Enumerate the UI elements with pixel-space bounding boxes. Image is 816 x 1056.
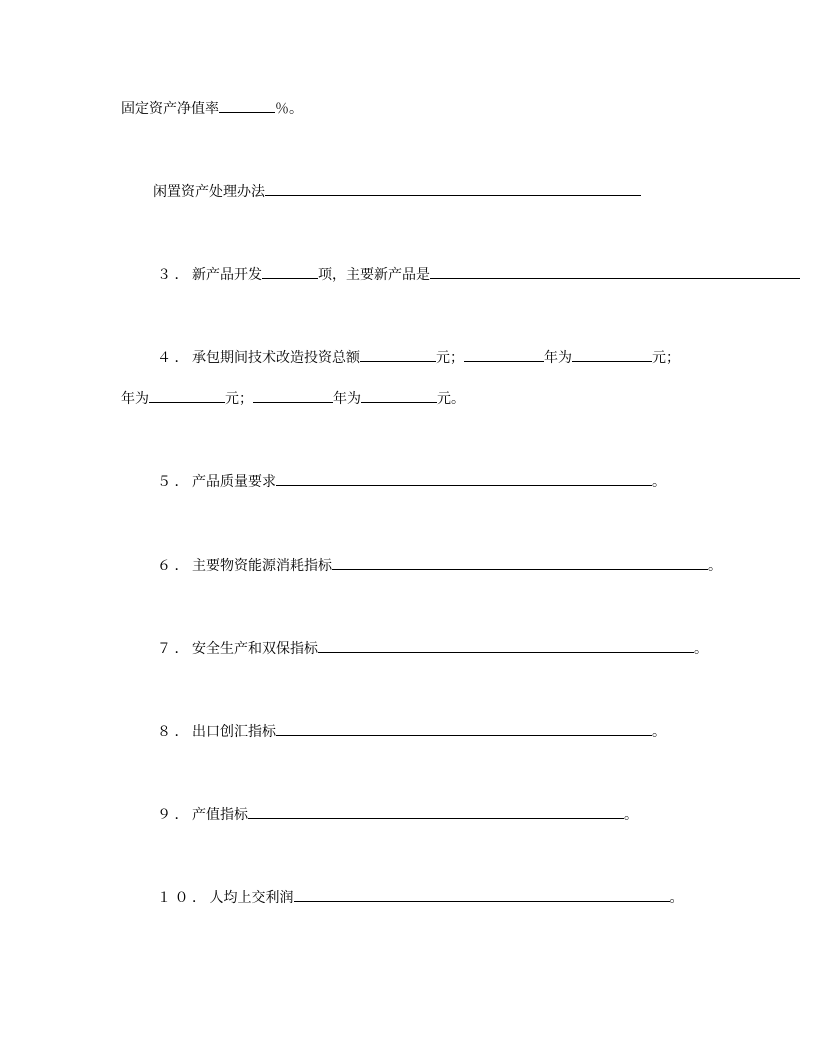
item-number: ９．	[157, 807, 192, 823]
blank-field[interactable]	[149, 388, 225, 403]
item-number: ７．	[157, 641, 192, 657]
period: 。	[652, 474, 666, 490]
blank-field[interactable]	[248, 804, 624, 819]
blank-field[interactable]	[253, 388, 333, 403]
line-output-value	[157, 804, 638, 824]
item-number: ３．	[157, 267, 192, 283]
label-year-is: 年为	[544, 350, 572, 366]
period: 。	[669, 890, 684, 906]
label-main-new-products: 项，主要新产品是	[318, 267, 430, 283]
line-yearly-investment	[121, 388, 465, 408]
blank-field[interactable]	[332, 555, 708, 570]
label-fixed-asset-net-value-rate: 固定资产净值率	[121, 101, 219, 117]
blank-field[interactable]	[262, 264, 318, 279]
line-fixed-asset-net-value-rate	[121, 98, 303, 118]
line-tech-investment-total	[157, 347, 680, 367]
line-safety-production	[157, 638, 708, 658]
line-idle-asset-disposal	[153, 181, 641, 201]
blank-field[interactable]	[294, 887, 670, 902]
period: 。	[694, 641, 708, 657]
label-idle-asset-disposal: 闲置资产处理办法	[153, 184, 265, 200]
line-export-earnings	[157, 721, 666, 741]
line-material-energy-consumption	[157, 555, 722, 575]
line-new-product-development	[157, 264, 800, 284]
item-number: １０．	[157, 890, 210, 906]
label-output-value: 产值指标	[192, 807, 248, 823]
label-per-capita-profit: 人均上交利润	[209, 890, 294, 906]
item-number: ６．	[157, 558, 192, 574]
label-material-energy-consumption: 主要物资能源消耗指标	[192, 558, 332, 574]
unit-yuan-end: 元。	[437, 391, 465, 407]
label-year-is: 年为	[333, 391, 361, 407]
label-product-quality: 产品质量要求	[192, 474, 276, 490]
line-per-capita-profit	[157, 887, 684, 907]
unit-yuan: 元；	[652, 350, 680, 366]
item-number: ５．	[157, 474, 192, 490]
blank-field[interactable]	[276, 721, 652, 736]
period: 。	[652, 724, 666, 740]
blank-field[interactable]	[276, 471, 652, 486]
label-safety-production: 安全生产和双保指标	[192, 641, 318, 657]
blank-field[interactable]	[219, 98, 275, 113]
item-number: ８．	[157, 724, 192, 740]
blank-field[interactable]	[360, 347, 436, 362]
period: 。	[708, 558, 722, 574]
label-export-earnings: 出口创汇指标	[192, 724, 276, 740]
blank-field[interactable]	[430, 264, 800, 279]
blank-field[interactable]	[318, 638, 694, 653]
label-tech-investment-total: 承包期间技术改造投资总额	[192, 350, 360, 366]
label-new-product-development: 新产品开发	[192, 267, 262, 283]
line-product-quality	[157, 471, 666, 491]
blank-field[interactable]	[572, 347, 652, 362]
blank-field[interactable]	[464, 347, 544, 362]
percent-suffix: ％。	[275, 101, 303, 117]
label-year-is: 年为	[121, 391, 149, 407]
blank-field[interactable]	[265, 181, 641, 196]
period: 。	[624, 807, 638, 823]
unit-yuan: 元；	[436, 350, 464, 366]
unit-yuan: 元；	[225, 391, 253, 407]
blank-field[interactable]	[361, 388, 437, 403]
item-number: ４．	[157, 350, 192, 366]
